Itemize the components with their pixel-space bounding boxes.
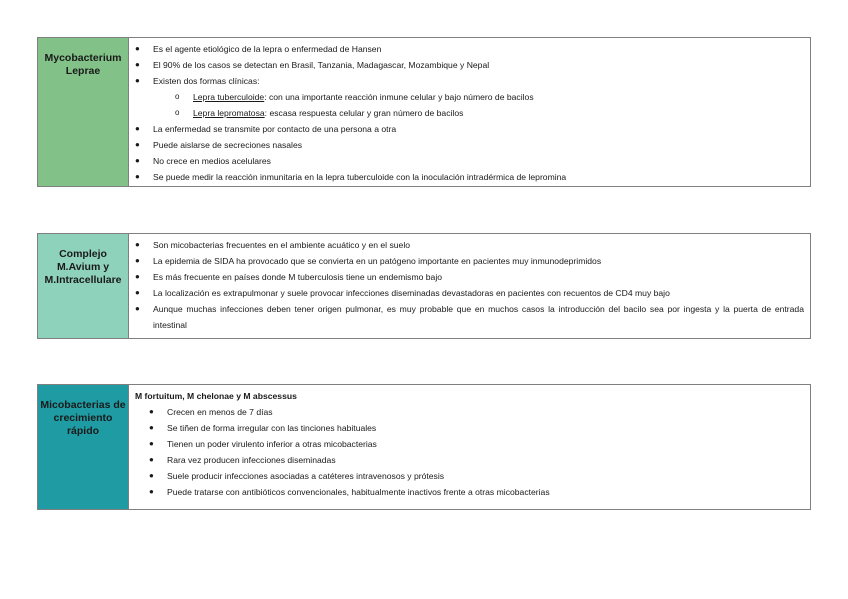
bullet-icon: ●: [149, 407, 154, 416]
bullet-icon: ●: [149, 423, 154, 432]
content-cell-avium: [129, 234, 810, 338]
bullet-icon: ●: [135, 140, 140, 149]
list-item: ● Puede tratarse con antibióticos convencionales, habitualmente inactivos frente a otras micobacterias: [135, 484, 804, 500]
bullet-icon: ●: [135, 60, 140, 69]
bullet-icon: ●: [135, 76, 140, 85]
category-title: Complejo M.Avium y M.Intracellulare: [44, 248, 122, 286]
circle-bullet-icon: o: [175, 92, 180, 101]
list-item: ● Aunque muchas infecciones deben tener origen pulmonar, es muy probable que en muchos casos la introducción del bacilo sea por ingesta y la puerta de entrada intestinal: [135, 301, 804, 333]
category-title: Micobacterias de crecimiento rápido: [40, 399, 126, 437]
content-cell-leprae: [129, 38, 810, 186]
content-cell-rapid: [129, 385, 810, 509]
table-rapid: [37, 384, 811, 510]
bullet-icon: ●: [135, 304, 140, 313]
bullet-icon: ●: [149, 471, 154, 480]
list-item: ● La localización es extrapulmonar y suele provocar infecciones diseminadas devastadoras en pacientes con recuentos de CD4 muy bajo: [135, 285, 804, 301]
bullet-icon: ●: [135, 44, 140, 53]
section-heading: M fortuitum, M chelonae y M abscessus: [135, 391, 297, 401]
category-cell-leprae: [38, 38, 129, 186]
category-cell-rapid: [38, 385, 129, 509]
table-leprae: [37, 37, 811, 187]
list-item: ● Puede aislarse de secreciones nasales: [135, 137, 804, 153]
bullet-icon: ●: [149, 487, 154, 496]
bullet-icon: ●: [135, 256, 140, 265]
list-item: ● Tienen un poder virulento inferior a otras micobacterias: [135, 436, 804, 452]
list-item: ● Crecen en menos de 7 días: [135, 404, 804, 420]
bullet-icon: ●: [135, 288, 140, 297]
sub-list-item: o Lepra tuberculoide : con una importante reacción inmune celular y bajo número de bacilos: [135, 89, 804, 105]
list-item: ● Es más frecuente en países donde M tuberculosis tiene un endemismo bajo: [135, 269, 804, 285]
bullet-icon: ●: [149, 455, 154, 464]
list-item: ● Se tiñen de forma irregular con las tinciones habituales: [135, 420, 804, 436]
bullet-icon: ●: [135, 124, 140, 133]
list-item: ● El 90% de los casos se detectan en Brasil, Tanzania, Madagascar, Mozambique y Nepal: [135, 57, 804, 73]
list-item: ● Rara vez producen infecciones diseminadas: [135, 452, 804, 468]
list-item: ● La epidemia de SIDA ha provocado que se convierta en un patógeno importante en pacientes muy inmunodeprimidos: [135, 253, 804, 269]
category-cell-avium: [38, 234, 129, 338]
list-item: ● Suele producir infecciones asociadas a catéteres intravenosos y prótesis: [135, 468, 804, 484]
category-title: Mycobacterium Leprae: [44, 52, 122, 77]
table-avium: [37, 233, 811, 339]
list-item: ● Son micobacterias frecuentes en el ambiente acuático y en el suelo: [135, 237, 804, 253]
list-item: ● La enfermedad se transmite por contacto de una persona a otra: [135, 121, 804, 137]
list-item: ● No crece en medios acelulares: [135, 153, 804, 169]
bullet-icon: ●: [135, 172, 140, 181]
bullet-icon: ●: [149, 439, 154, 448]
list-item: ● Se puede medir la reacción inmunitaria en la lepra tuberculoide con la inoculación intradérmica de lepromina: [135, 169, 804, 185]
bullet-icon: ●: [135, 240, 140, 249]
list-item: ● Existen dos formas clínicas:: [135, 73, 804, 89]
list-item: ● Es el agente etiológico de la lepra o enfermedad de Hansen: [135, 41, 804, 57]
bullet-icon: ●: [135, 156, 140, 165]
sub-list-item: o Lepra lepromatosa : escasa respuesta celular y gran número de bacilos: [135, 105, 804, 121]
bullet-icon: ●: [135, 272, 140, 281]
circle-bullet-icon: o: [175, 108, 180, 117]
